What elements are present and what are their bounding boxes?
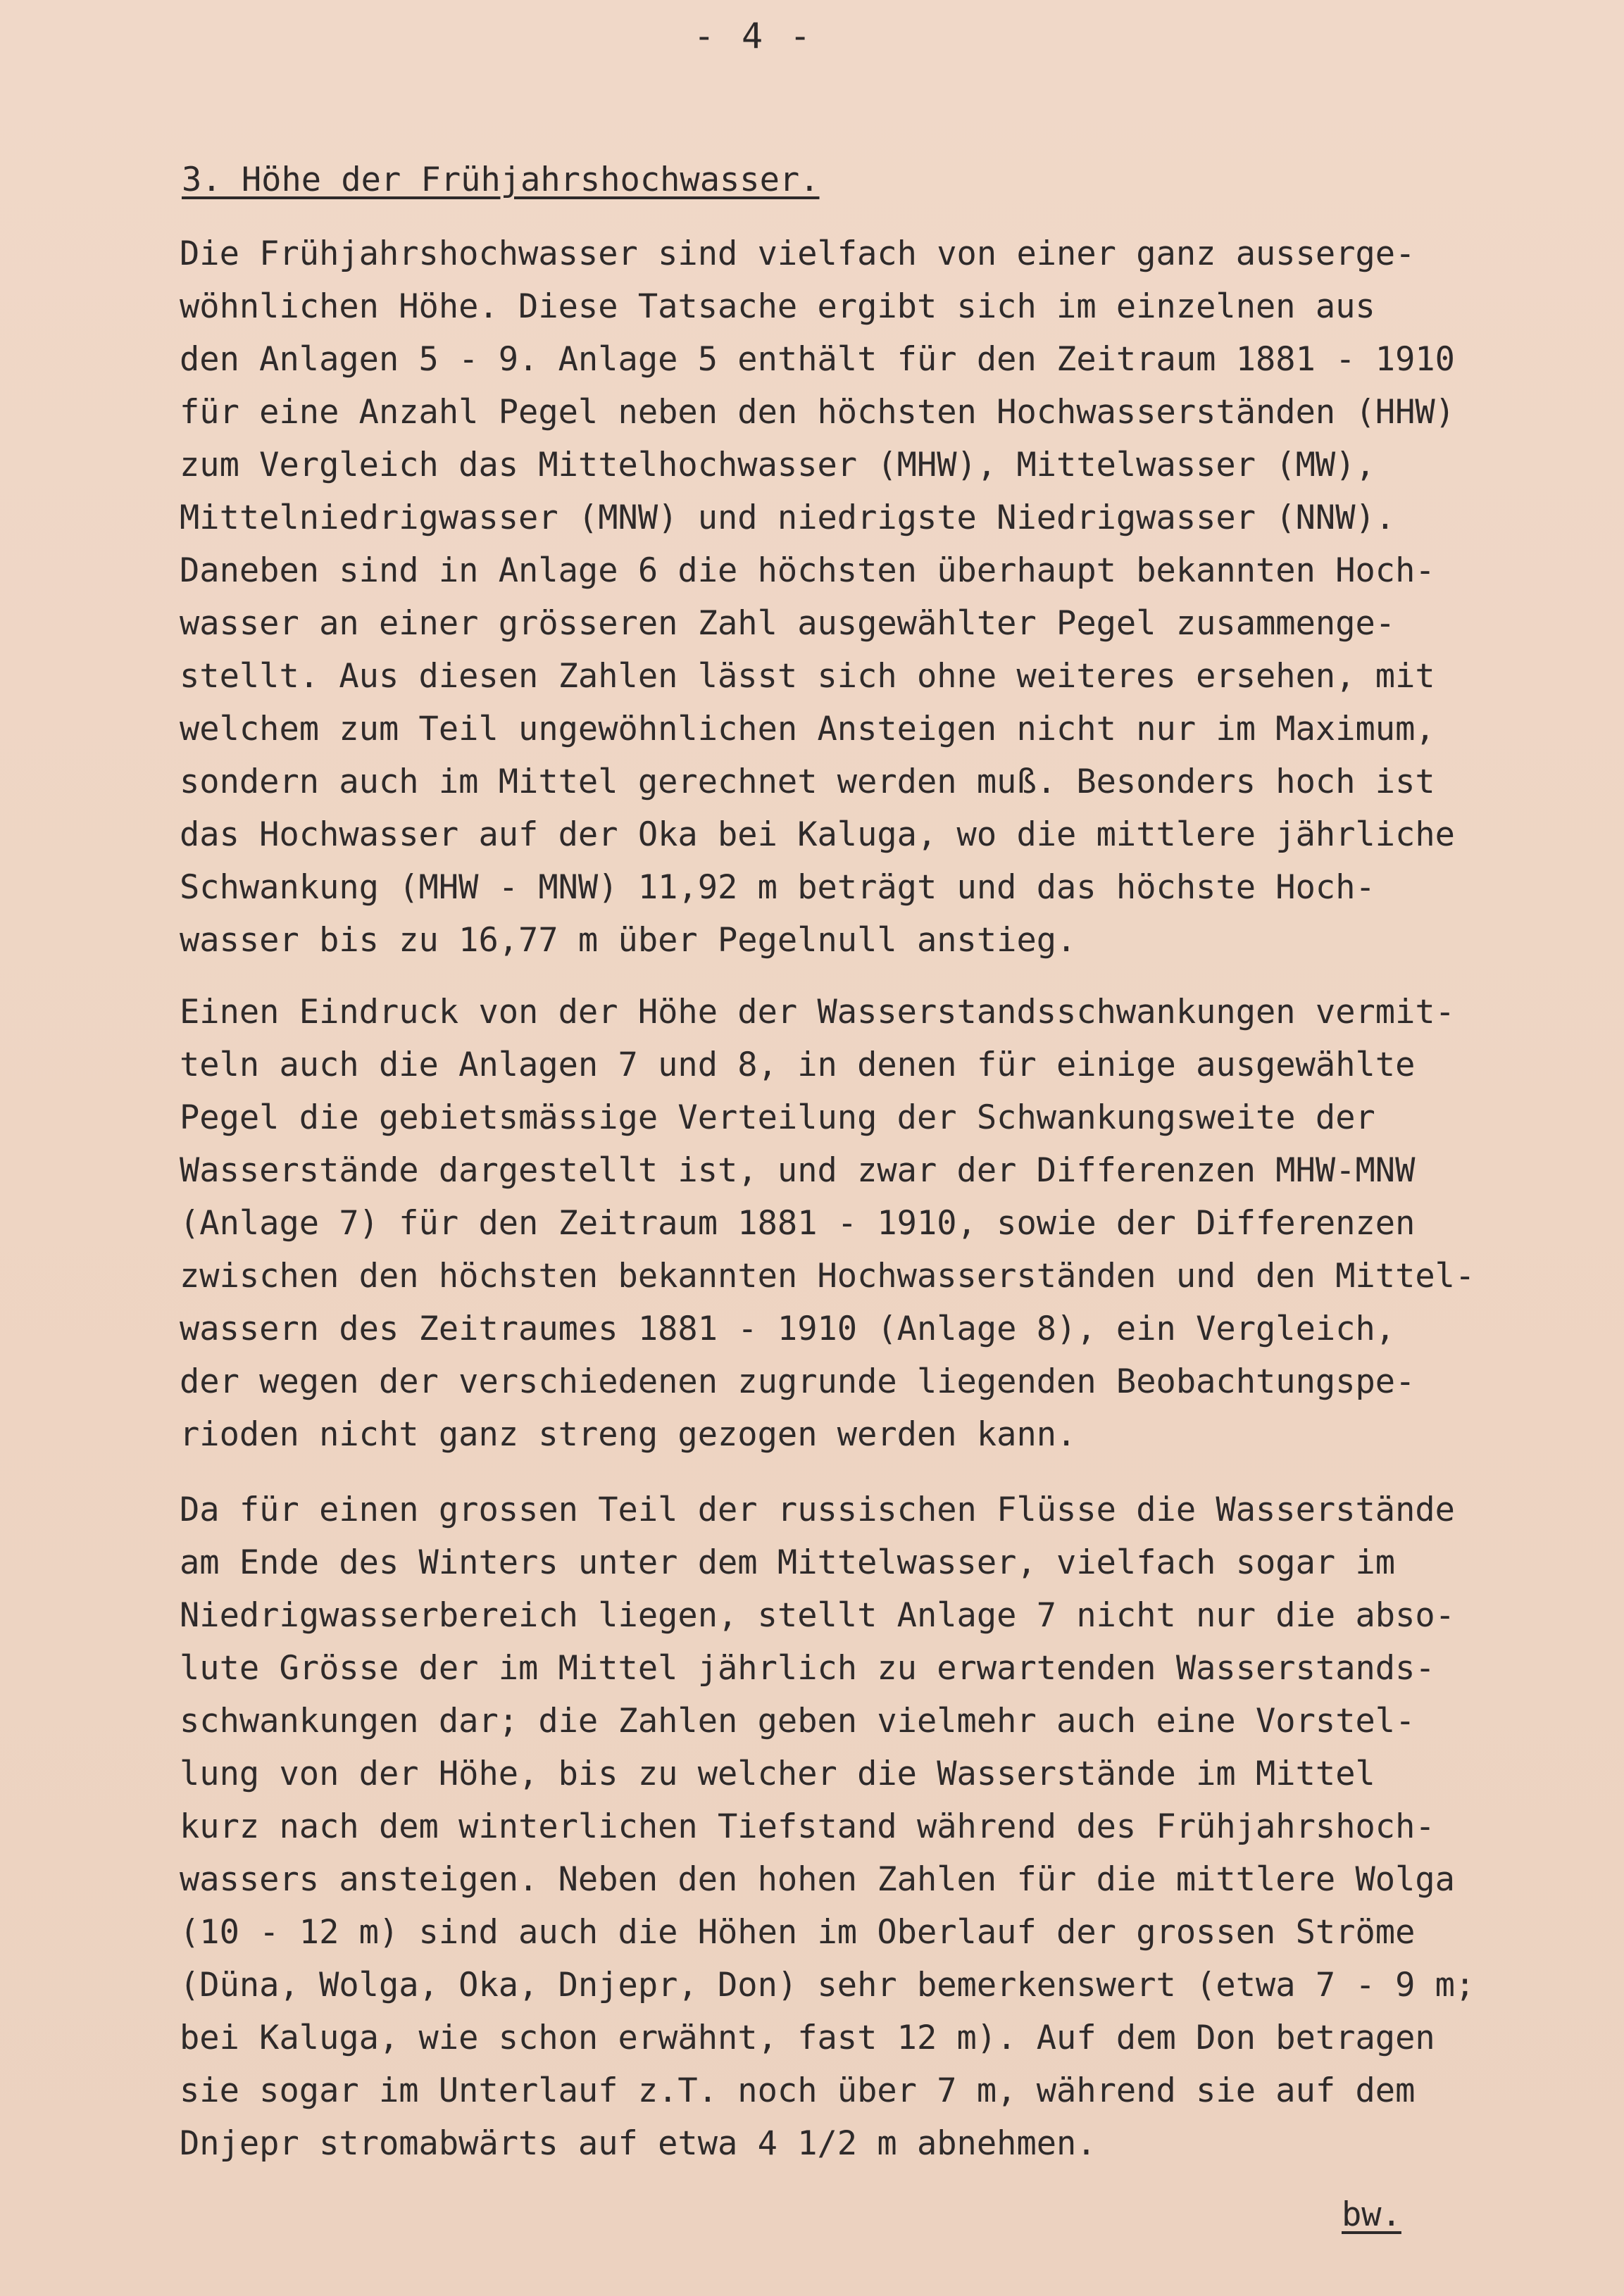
text-line: das Hochwasser auf der Oka bei Kaluga, wo die mittlere jährliche: [180, 815, 1455, 854]
text-line: lute Grösse der im Mittel jährlich zu erwartenden Wasserstands-: [180, 1649, 1435, 1688]
text-line: wöhnlichen Höhe. Diese Tatsache ergibt sich im einzelnen aus: [180, 287, 1375, 326]
page-number: - 4 -: [693, 15, 814, 56]
text-line: Mittelniedrigwasser (MNW) und niedrigste Niedrigwasser (NNW).: [180, 498, 1396, 537]
text-line: den Anlagen 5 - 9. Anlage 5 enthält für den Zeitraum 1881 - 1910: [180, 340, 1455, 379]
text-line: (Anlage 7) für den Zeitraum 1881 - 1910, sowie der Differenzen: [180, 1204, 1416, 1243]
text-line: Wasserstände dargestellt ist, und zwar der Differenzen MHW-MNW: [180, 1151, 1416, 1190]
text-line: welchem zum Teil ungewöhnlichen Ansteigen nicht nur im Maximum,: [180, 710, 1435, 748]
paragraph-3: [180, 1483, 1475, 2170]
text-line: sie sogar im Unterlauf z.T. noch über 7 m, während sie auf dem: [180, 2071, 1416, 2110]
text-line: kurz nach dem winterlichen Tiefstand während des Frühjahrshoch-: [180, 1807, 1435, 1846]
text-line: (Düna, Wolga, Oka, Dnjepr, Don) sehr bemerkenswert (etwa 7 - 9 m;: [180, 1966, 1475, 2005]
text-line: am Ende des Winters unter dem Mittelwasser, vielfach sogar im: [180, 1543, 1396, 1582]
paragraph-2: [180, 986, 1475, 1461]
text-line: schwankungen dar; die Zahlen geben vielmehr auch eine Vorstel-: [180, 1702, 1416, 1740]
text-line: Schwankung (MHW - MNW) 11,92 m beträgt und das höchste Hoch-: [180, 868, 1375, 907]
text-line: wasser bis zu 16,77 m über Pegelnull anstieg.: [180, 921, 1077, 960]
text-line: stellt. Aus diesen Zahlen lässt sich ohne weiteres ersehen, mit: [180, 657, 1435, 696]
text-line: zum Vergleich das Mittelhochwasser (MHW), Mittelwasser (MW),: [180, 446, 1375, 484]
text-line: zwischen den höchsten bekannten Hochwasserständen und den Mittel-: [180, 1257, 1475, 1296]
text-line: Daneben sind in Anlage 6 die höchsten überhaupt bekannten Hoch-: [180, 551, 1435, 590]
text-line: der wegen der verschiedenen zugrunde liegenden Beobachtungspe-: [180, 1362, 1416, 1401]
text-line: wassern des Zeitraumes 1881 - 1910 (Anlage 8), ein Vergleich,: [180, 1310, 1396, 1348]
text-line: sondern auch im Mittel gerechnet werden muß. Besonders hoch ist: [180, 763, 1435, 801]
text-line: Dnjepr stromabwärts auf etwa 4 1/2 m abnehmen.: [180, 2124, 1097, 2163]
text-line: (10 - 12 m) sind auch die Höhen im Oberlauf der grossen Ströme: [180, 1913, 1416, 1952]
text-line: Da für einen grossen Teil der russischen Flüsse die Wasserstände: [180, 1491, 1455, 1529]
text-line: bei Kaluga, wie schon erwähnt, fast 12 m). Auf dem Don betragen: [180, 2019, 1435, 2057]
text-line: lung von der Höhe, bis zu welcher die Wasserstände im Mittel: [180, 1755, 1375, 1793]
text-line: Die Frühjahrshochwasser sind vielfach von einer ganz ausserge-: [180, 234, 1416, 273]
text-line: Einen Eindruck von der Höhe der Wasserstandsschwankungen vermit-: [180, 993, 1455, 1031]
text-line: für eine Anzahl Pegel neben den höchsten Hochwasserständen (HHW): [180, 393, 1455, 432]
signature-initials: bw.: [1342, 2195, 1401, 2234]
section-heading: 3. Höhe der Frühjahrshochwasser.: [182, 161, 820, 199]
text-line: teln auch die Anlagen 7 und 8, in denen für einige ausgewählte: [180, 1046, 1416, 1084]
text-line: wassers ansteigen. Neben den hohen Zahlen für die mittlere Wolga: [180, 1860, 1455, 1899]
paragraph-1: [180, 227, 1455, 967]
text-line: Niedrigwasserbereich liegen, stellt Anlage 7 nicht nur die abso-: [180, 1596, 1455, 1635]
text-line: rioden nicht ganz streng gezogen werden kann.: [180, 1415, 1077, 1454]
text-line: wasser an einer grösseren Zahl ausgewählter Pegel zusammenge-: [180, 604, 1396, 643]
text-line: Pegel die gebietsmässige Verteilung der Schwankungsweite der: [180, 1098, 1375, 1137]
